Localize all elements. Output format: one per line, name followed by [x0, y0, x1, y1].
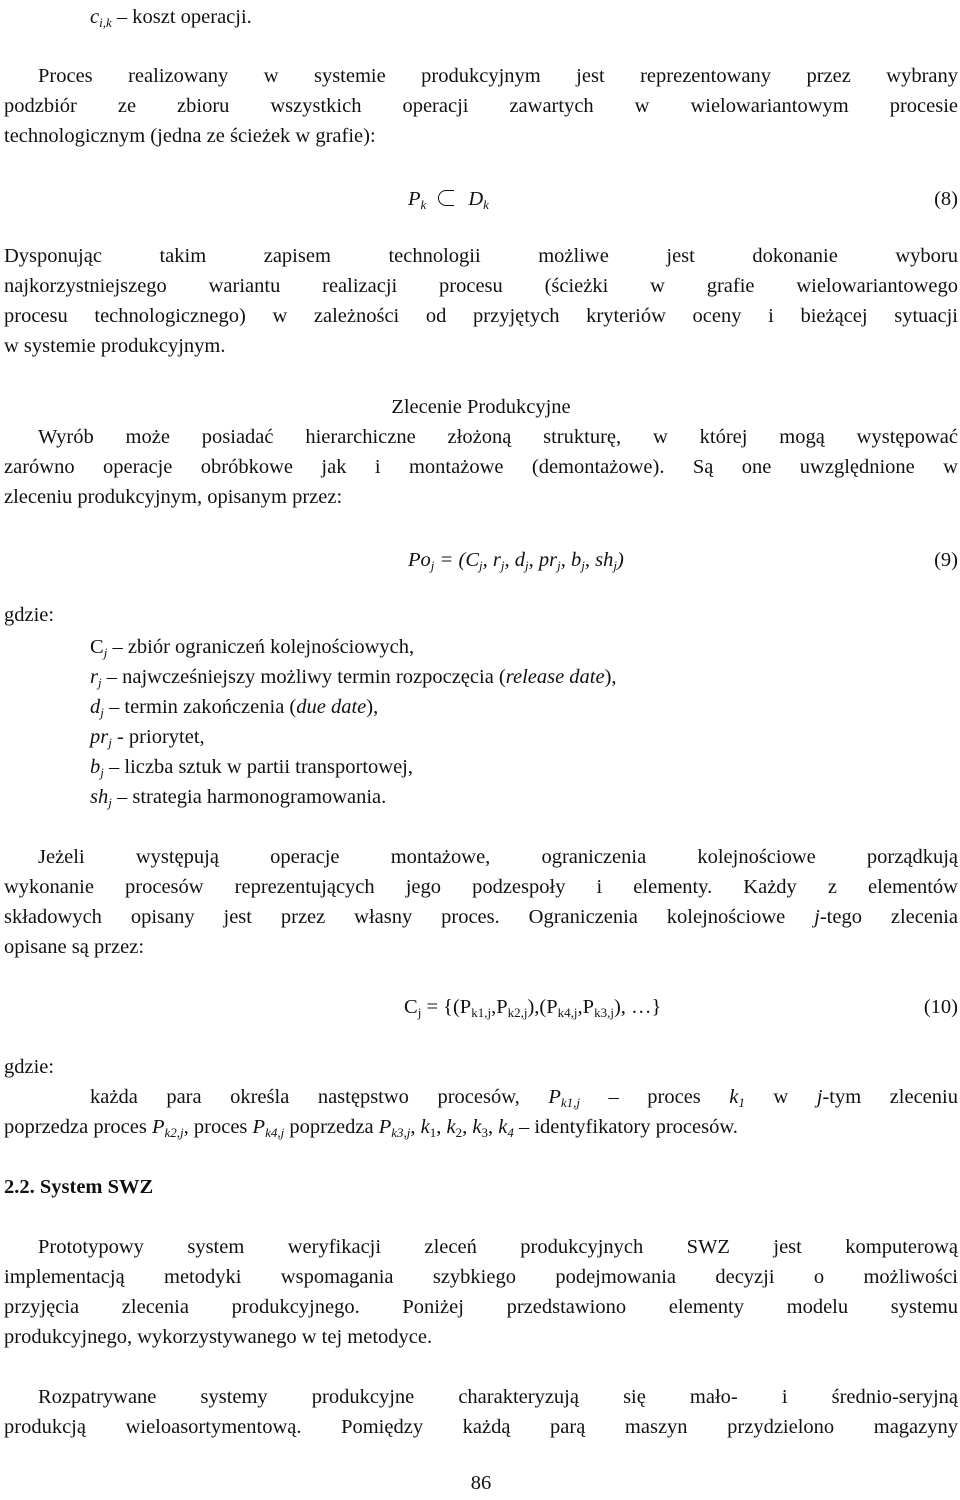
paragraph-line: poprzedza proces $P_{k2,j}$, proces $P_{k4,j}$ poprzedza $P_{k3,j}$, $k_1$, $k_2$, $k_3$, $k_4$ – identyfikatory procesów.	[4, 1116, 738, 1140]
paragraph-line: każda para określa następstwo procesów, $P_{k1,j}$ – proces $k_1$ w j-tym zleceniu	[90, 1086, 958, 1110]
paragraph-line: Rozpatrywane systemy produkcyjne charakteryzują się mało- i średnio-seryjną	[38, 1386, 958, 1408]
paragraph-line: Wyrób może posiadać hierarchiczne złożoną strukturę, w której mogą występować	[38, 426, 958, 448]
paragraph-line: składowych opisany jest przez własny proces. Ograniczenia kolejnościowe j-tego zlecenia	[4, 906, 958, 928]
paragraph-line: wykonanie procesów reprezentujących jego podzespoły i elementy. Każdy z elementów	[4, 876, 958, 898]
definition-item: $C_j$ – zbiór ograniczeń kolejnościowych,	[90, 636, 415, 660]
paragraph-line: produkcją wieloasortymentową. Pomiędzy każdą parą maszyn przydzielono magazyny	[4, 1416, 958, 1438]
section-heading: Zlecenie Produkcyjne	[391, 396, 571, 418]
paragraph-line: przyjęcia zlecenia produkcyjnego. Poniżej przedstawiono elementy modelu systemu	[4, 1296, 958, 1318]
paragraph-line: podzbiór ze zbioru wszystkich operacji zawartych w wielowariantowym procesie	[4, 95, 958, 117]
paragraph-line: procesu technologicznego) w zależności od przyjętych kryteriów oceny i bieżącej sytuacji	[4, 305, 958, 327]
equation-9: $Po_j = (C_j$, $r_j$, $d_j$, $pr_j$, $b_j$, $sh_j$)	[408, 549, 624, 573]
where-label: gdzie:	[4, 1056, 55, 1078]
paragraph-line: zleceniu produkcyjnym, opisanym przez:	[4, 486, 343, 508]
definition-item: $b_j$ – liczba sztuk w partii transportowej,	[90, 756, 413, 780]
definition-item: $pr_j$ - priorytet,	[90, 726, 205, 750]
paragraph-line: Dysponując takim zapisem technologii możliwe jest dokonanie wyboru	[4, 245, 958, 267]
paragraph-line: zarówno operacje obróbkowe jak i montażowe (demontażowe). Są one uwzględnione w	[4, 456, 958, 478]
paragraph-line: Jeżeli występują operacje montażowe, ograniczenia kolejnościowe porządkują	[38, 846, 958, 868]
paragraph-line: najkorzystniejszego wariantu realizacji procesu (ścieżki w grafie wielowariantowego	[4, 275, 958, 297]
section-heading: 2.2. System SWZ	[4, 1176, 154, 1198]
where-label: gdzie:	[4, 604, 55, 626]
definition-item: $sh_j$ – strategia harmonogramowania.	[90, 786, 387, 810]
paragraph-line: implementacją metodyki wspomagania szybkiego podejmowania decyzji o możliwości	[4, 1266, 958, 1288]
paragraph-line: produkcyjnego, wykorzystywanego w tej metodyce.	[4, 1326, 433, 1348]
equation-number: (9)	[934, 549, 958, 571]
paragraph-line: Proces realizowany w systemie produkcyjnym jest reprezentowany przez wybrany	[38, 65, 958, 87]
cost-definition: $c_{i,k}$ – koszt operacji.	[90, 6, 252, 30]
paragraph-line: opisane są przez:	[4, 936, 145, 958]
equation-number: (8)	[934, 188, 958, 210]
paragraph-line: Prototypowy system weryfikacji zleceń produkcyjnych SWZ jest komputerową	[38, 1236, 958, 1258]
equation-8: $P_k$ $D_k$	[408, 188, 489, 212]
page-number: 86	[470, 1472, 492, 1494]
equation-10: $C_j = \{(P_{k1,j},P_{k2,j}),(P_{k4,j},P_{k3,j})$, …}	[404, 996, 662, 1020]
definition-item: $r_j$ – najwcześniejszy możliwy termin rozpoczęcia (release date),	[90, 666, 617, 690]
paragraph-line: technologicznym (jedna ze ścieżek w grafie):	[4, 125, 376, 147]
equation-number: (10)	[923, 996, 958, 1018]
subset-symbol	[438, 190, 454, 206]
paragraph-line: w systemie produkcyjnym.	[4, 335, 226, 357]
definition-item: $d_j$ – termin zakończenia (due date),	[90, 696, 379, 720]
